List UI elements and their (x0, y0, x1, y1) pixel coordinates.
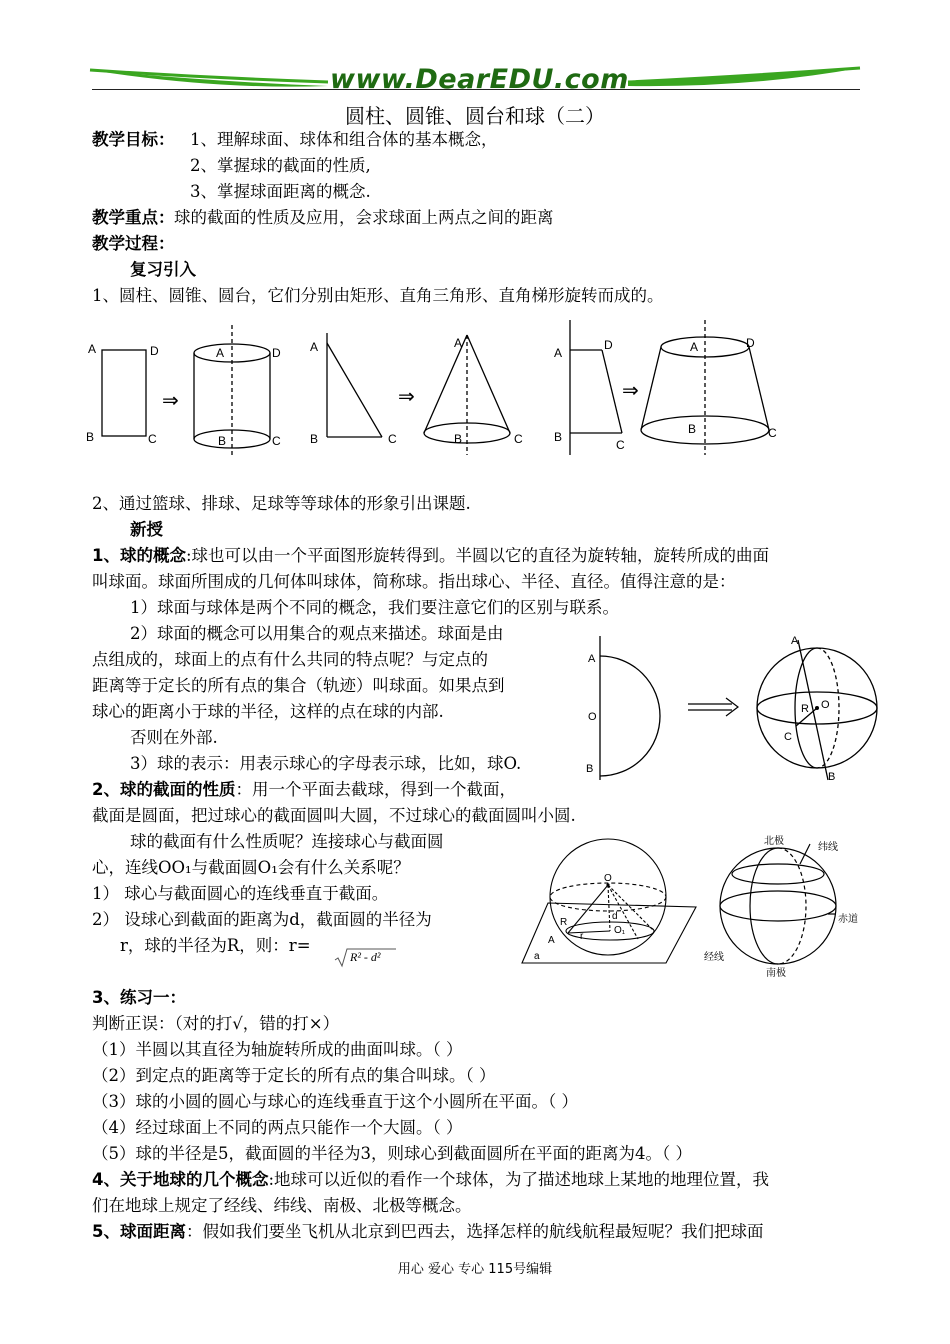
semi-label-a: A (588, 653, 596, 665)
section-1-point-2b: 点组成的，球面上的点有什么共同的特点呢？与定点的 (92, 650, 488, 669)
exercise-4: （4）经过球面上不同的两点只能作一个大圆。（ ） (92, 1118, 463, 1137)
solids-figure (82, 315, 792, 465)
semi-label-o: O (588, 711, 597, 723)
cone-label-a: A (454, 336, 463, 350)
section-4-text: :地球可以近似的看作一个球体，为了描述地球上某地的地理位置，我 (268, 1170, 770, 1189)
earth-label-latitude: 纬线 (818, 842, 838, 853)
earth-label-longitude: 经线 (704, 952, 724, 963)
process-label: 教学过程： (92, 234, 175, 253)
cone-label-b: B (454, 432, 463, 446)
section-label-a: A (548, 935, 555, 946)
trap-label-a: A (554, 346, 563, 360)
goal-label: 教学目标： (92, 130, 175, 149)
sqrt-formula-body: R² - d² (350, 950, 381, 964)
focus-label: 教学重点： (92, 208, 175, 227)
earth-figure (700, 832, 880, 977)
sphere-section-figure (518, 835, 698, 970)
section-2-question-1: 球的截面有什么性质呢？连接球心与截面圆 (130, 832, 444, 851)
section-5-label: 5、球面距离 (92, 1222, 186, 1241)
rect-label-b: B (86, 430, 95, 444)
exercise-3: （3）球的小圆的圆心与球心的连线垂直于这个小圆所在平面。（ ） (92, 1092, 578, 1111)
section-2-answer-3: r，球的半径为R，则：r= (120, 936, 311, 955)
page-title: 圆柱、圆锥、圆台和球（二） (345, 104, 605, 128)
cone-label-c: C (514, 432, 523, 446)
section-5-line-1 (92, 1220, 763, 1244)
new-heading: 新授 (130, 520, 163, 539)
section-1-text: :球也可以由一个平面图形旋转得到。半圆以它的直径为旋转轴，旋转所成的曲面 (185, 546, 770, 565)
earth-label-south: 南极 (766, 968, 786, 977)
cylinder-figure (194, 325, 270, 455)
frustum-label-b: B (688, 422, 697, 436)
tri-label-c: C (388, 432, 397, 446)
header-rule (92, 89, 860, 90)
section-1-point-2a: 2）球面的概念可以用集合的观点来描述。球面是由 (130, 624, 504, 643)
trap-label-c: C (616, 438, 625, 452)
exercise-5: （5）球的半径是5，截面圆的半径为3，则球心到截面圆所在平面的距离为4。（ ） (92, 1144, 692, 1163)
cyl-label-c: C (272, 434, 281, 448)
section-5-text: ：假如我们要坐飞机从北京到巴西去，选择怎样的航线航程最短呢？我们把球面 (185, 1222, 764, 1241)
goal-item-1: 1、理解球面、球体和组合体的基本概念， (190, 130, 498, 149)
tri-label-a: A (310, 340, 319, 354)
arrow-3: ⇒ (622, 380, 639, 402)
section-4-line-2: 们在地球上规定了经线、纬线、南极、北极等概念。 (92, 1196, 472, 1215)
semi-label-b: B (586, 763, 594, 775)
trapezoid-figure (570, 320, 622, 455)
rect-label-d: D (150, 344, 159, 358)
earth-label-north: 北极 (764, 836, 784, 847)
section-2-question-2: 心，连线OO₁与截面圆O₁会有什么关系呢？ (92, 858, 410, 877)
section-4-label: 4、关于地球的几个概念 (92, 1170, 269, 1189)
section-label-r-small: r (580, 931, 584, 942)
section-1-line-1 (92, 544, 769, 568)
review-item-2: 2、通过篮球、排球、足球等等球体的形象引出课题. (92, 494, 471, 513)
rect-label-c: C (148, 432, 157, 446)
section-2-answer-1: 1） 球心与截面圆心的连线垂直于截面。 (92, 884, 389, 903)
exercise-2: （2）到定点的距离等于定长的所有点的集合叫球。（ ） (92, 1066, 496, 1085)
frustum-label-a: A (690, 340, 699, 354)
sphere-label-r: R (801, 703, 809, 715)
section-2-line-2: 截面是圆面，把过球心的截面圆叫大圆，不过球心的截面圆叫小圆. (92, 806, 576, 825)
sphere-rotation-figure (580, 628, 890, 788)
tri-label-b: B (310, 432, 319, 446)
section-1-line-2: 叫球面。球面所围成的几何体叫球体，简称球。指出球心、半径、直径。值得注意的是： (92, 572, 736, 591)
trap-label-b: B (554, 430, 563, 444)
section-1-point-2d: 球心的距离小于球的半径，这样的点在球的内部. (92, 702, 444, 721)
section-3-label: 3、练习一： (92, 988, 186, 1007)
page-footer: 用心 爱心 专心 115号编辑 (397, 1262, 553, 1277)
section-label-d: d (612, 911, 618, 922)
rectangle-figure (86, 342, 159, 446)
section-2-text: ：用一个平面去截球，得到一个截面， (235, 780, 516, 799)
section-label-o: O (604, 873, 612, 884)
section-1-point-3: 3）球的表示：用表示球心的字母表示球，比如，球O. (130, 754, 522, 773)
section-3-intro: 判断正误：（对的打√，错的打×） (92, 1014, 340, 1033)
section-2-label: 2、球的截面的性质 (92, 780, 236, 799)
earth-label-equator: 赤道 (838, 914, 858, 925)
goal-item-3: 3、掌握球面距离的概念. (190, 182, 371, 201)
rect-label-a: A (88, 342, 97, 356)
sphere-label-a: A (791, 635, 799, 647)
arrow-2: ⇒ (398, 386, 415, 408)
review-item-1: 1、圆柱、圆锥、圆台，它们分别由矩形、直角三角形、直角梯形旋转而成的。 (92, 286, 664, 305)
frustum-label-c: C (768, 426, 777, 440)
exercise-1: （1）半圆以其直径为轴旋转所成的曲面叫球。（ ） (92, 1040, 463, 1059)
section-2-answer-2: 2） 设球心到截面的距离为d，截面圆的半径为 (92, 910, 432, 929)
trap-label-d: D (604, 338, 613, 352)
cyl-label-a: A (216, 346, 225, 360)
goal-item-2: 2、掌握球的截面的性质, (190, 156, 371, 175)
focus-text: 球的截面的性质及应用，会求球面上两点之间的距离 (174, 208, 554, 227)
review-heading: 复习引入 (130, 260, 196, 279)
cone-figure (424, 335, 510, 455)
sphere-label-b: B (828, 771, 836, 783)
section-1-point-1: 1）球面与球体是两个不同的概念，我们要注意它们的区别与联系。 (130, 598, 619, 617)
section-4-line-1 (92, 1168, 769, 1192)
arrow-1: ⇒ (162, 390, 179, 412)
sphere-label-o: O (821, 699, 830, 711)
section-1-label: 1、球的概念 (92, 546, 186, 565)
site-logo[interactable]: www.DearEDU.com (330, 64, 629, 95)
frustum-label-d: D (746, 336, 755, 350)
section-2-line-1 (92, 778, 516, 802)
cyl-label-b: B (218, 434, 227, 448)
cyl-label-d: D (272, 346, 281, 360)
section-label-r-big: R (560, 917, 568, 928)
section-label-plane: a (534, 951, 540, 962)
double-arrow-icon (688, 698, 738, 716)
section-1-point-2e: 否则在外部. (130, 728, 218, 747)
section-label-o1: O₁ (614, 925, 626, 936)
sphere-label-c: C (784, 731, 792, 743)
section-1-point-2c: 距离等于定长的所有点的集合（轨迹）叫球面。如果点到 (92, 676, 505, 695)
triangle-figure (327, 333, 382, 437)
